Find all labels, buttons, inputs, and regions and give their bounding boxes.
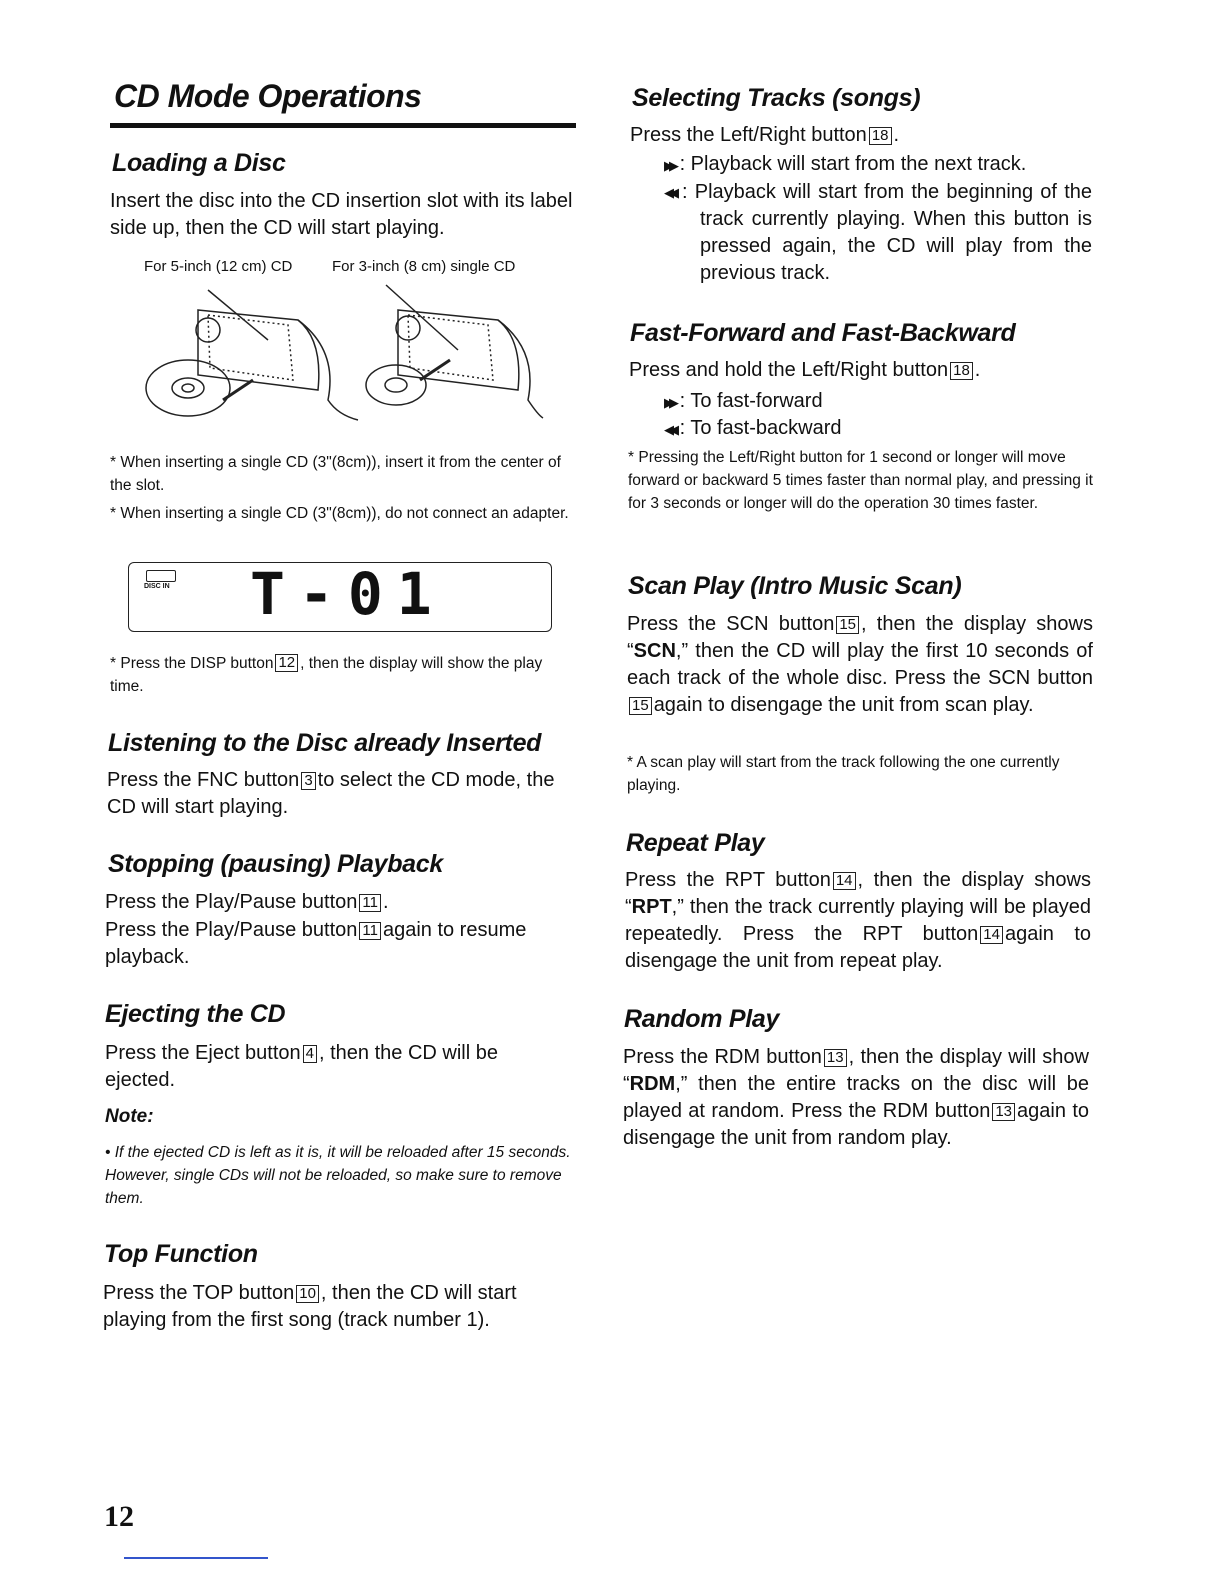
top-button-key: 10 [296,1285,319,1303]
heading-random: Random Play [624,1005,780,1033]
prev-arrow-icon: ◀◀ [664,422,674,437]
ejecting-text: Press the Eject button 4 , then the CD will be ejected. [105,1042,498,1091]
footer-rule [124,1557,268,1559]
page-number: 12 [104,1500,134,1533]
heading-selecting: Selecting Tracks (songs) [632,84,921,112]
selecting-text: Press the Left/Right button 18 . [630,124,900,146]
listening-text: Press the FNC button 3 to select the CD mode, the CD will start playing. [107,769,555,818]
scn-button-key: 15 [629,697,652,715]
caption-5inch: For 5-inch (12 cm) CD [144,258,293,275]
stopping-line-2: Press the Play/Pause button 11 again to resume playback. [105,919,527,968]
fast-forward-line: ▶▶ : To fast-forward [664,390,823,412]
selecting-next: ▶▶ : Playback will start from the next track. [664,153,1027,175]
loading-text: Insert the disc into the CD insertion slot with its label side up, then the CD will start playing. [110,190,573,239]
heading-ejecting: Ejecting the CD [105,1000,286,1028]
scan-note: * A scan play will start from the track following the one currently playing. [627,754,1060,794]
disp-button-key: 12 [275,654,298,672]
leftright-button-key: 18 [950,362,973,380]
heading-repeat: Repeat Play [626,829,765,857]
unit-3inch-illustration [386,285,543,418]
heading-listening: Listening to the Disc already Inserted [108,729,542,757]
cd-3inch-icon [366,360,450,405]
caption-3inch: For 3-inch (8 cm) single CD [332,258,516,275]
random-text: Press the RDM button 13 , then the display will show “RDM,” then the entire tracks on the disc will be played at random. Press the RDM button 13 again to disengage the unit from random play. [623,1046,1090,1149]
fnc-button-key: 3 [301,772,315,790]
disc-insertion-illustration [138,280,548,430]
playpause-button-key: 11 [359,894,381,912]
rpt-button-key: 14 [980,926,1003,944]
unit-5inch-illustration [196,290,358,420]
loading-note-2: * When inserting a single CD (3"(8cm)), do not connect an adapter. [110,505,569,522]
ejecting-note: • If the ejected CD is left as it is, it will be reloaded after 15 seconds. However, single CDs will not be reloaded, so make sure to remove them. [105,1144,571,1207]
page-title: CD Mode Operations [114,78,422,114]
fast-note: * Pressing the Left/Right button for 1 second or longer will move forward or backward 5 times faster than normal play, and pressing it for 3 seconds or longer will do the operation 30 times faster. [628,449,1093,512]
heading-top: Top Function [104,1240,258,1268]
heading-loading: Loading a Disc [112,149,286,177]
display-readout: T-01 [250,560,446,628]
fast-backward-line: ◀◀ : To fast-backward [664,417,842,439]
disp-note: * Press the DISP button 12 , then the display will show the play time. [110,654,543,695]
next-arrow-icon: ▶▶ [664,395,674,410]
title-rule [110,123,576,128]
eject-button-key: 4 [303,1045,317,1063]
cd-5inch-icon [146,360,253,416]
next-arrow-icon: ▶▶ [664,158,674,173]
rdm-button-key: 13 [992,1103,1015,1121]
rpt-button-key: 14 [833,872,856,890]
scan-text: Press the SCN button 15 , then the display shows “SCN,” then the CD will play the first 10 seconds of each track of the whole disc. Press the SCN button15 again to disengage the unit from scan play. [627,613,1093,716]
fast-text: Press and hold the Left/Right button 18 . [629,359,981,381]
top-text: Press the TOP button 10 , then the CD will start playing from the first song (track number 1). [103,1282,517,1331]
loading-note-1: * When inserting a single CD (3"(8cm)), insert it from the center of the slot. [110,454,561,494]
playpause-button-key: 11 [359,922,381,940]
prev-arrow-icon: ◀◀ [664,185,674,200]
note-label: Note: [105,1106,154,1127]
leftright-button-key: 18 [869,127,892,145]
heading-scan: Scan Play (Intro Music Scan) [628,572,962,600]
disc-in-label: DISC IN [144,583,170,590]
heading-fast: Fast-Forward and Fast-Backward [630,319,1016,347]
repeat-text: Press the RPT button 14 , then the display shows “RPT,” then the track currently playing will be played repeatedly. Press the RPT button 14 again to disengage the unit from repeat play. [625,869,1091,972]
rdm-button-key: 13 [824,1049,847,1067]
stopping-line-1: Press the Play/Pause button 11 . [105,891,389,913]
scn-button-key: 15 [836,616,859,634]
disc-in-icon [146,570,176,582]
heading-stopping: Stopping (pausing) Playback [108,850,443,878]
